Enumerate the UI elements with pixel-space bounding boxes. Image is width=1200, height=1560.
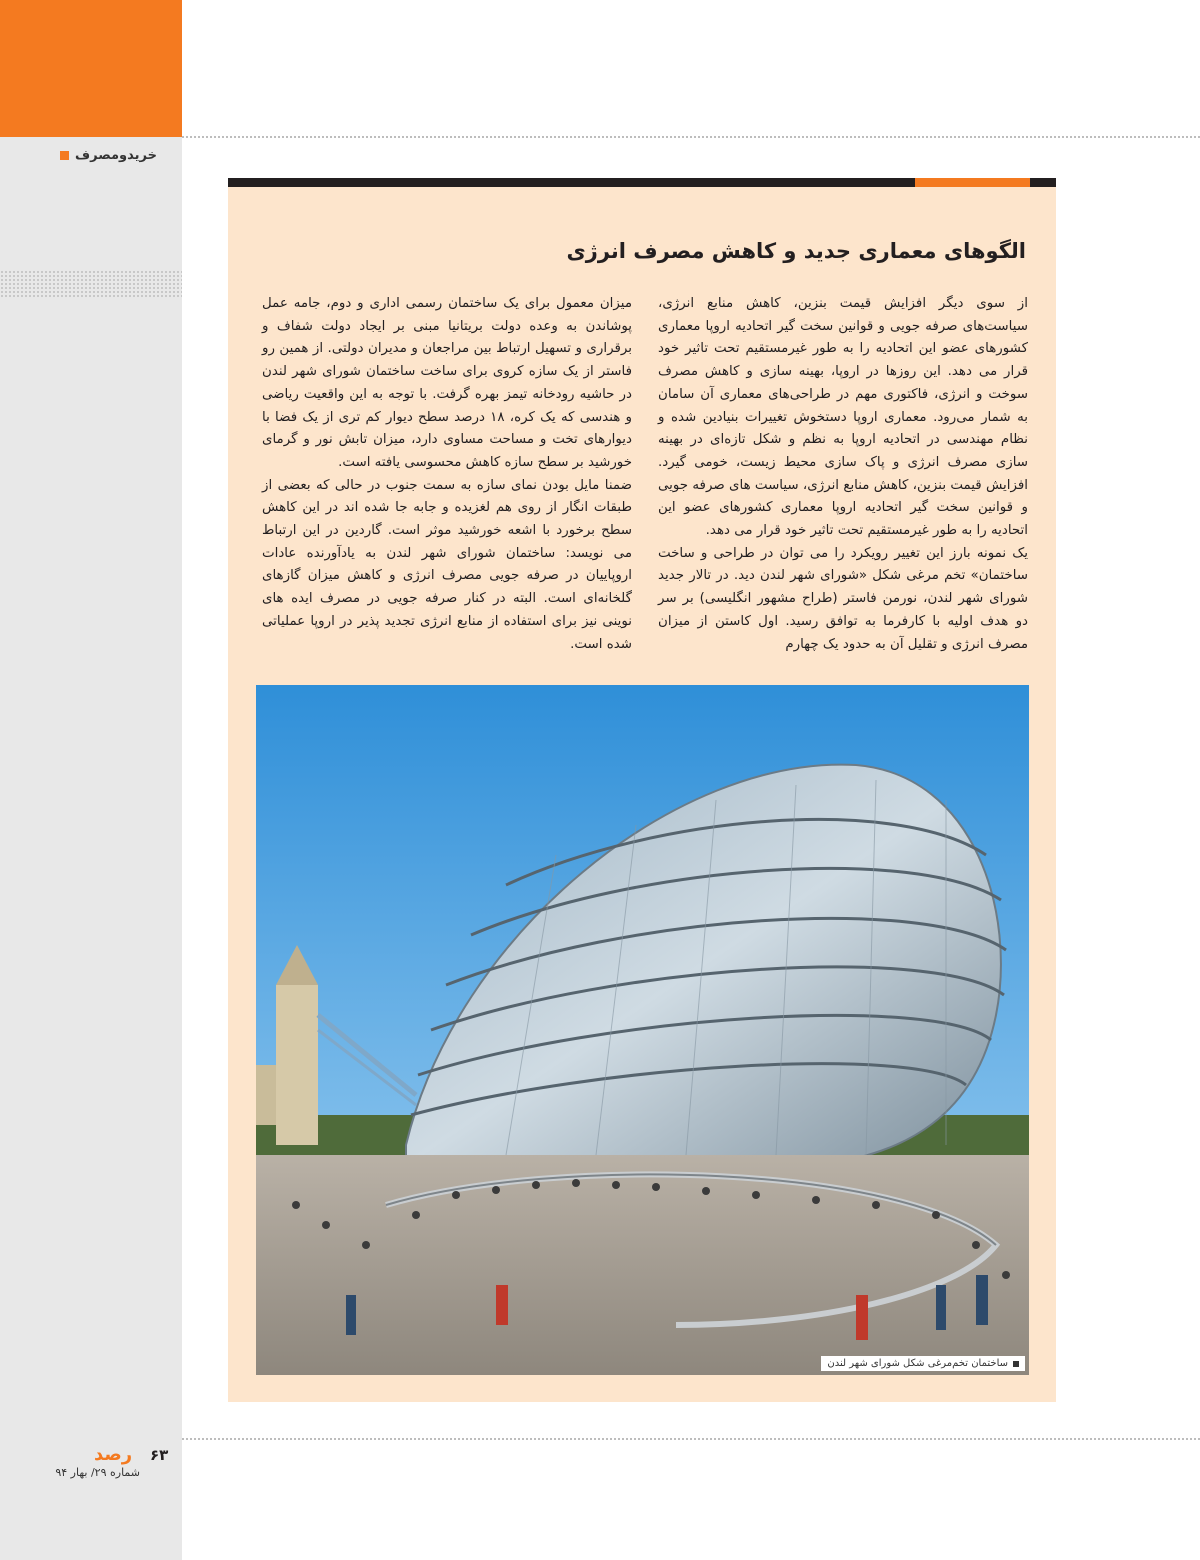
article-title: الگوهای معماری جدید و کاهش مصرف انرژی [566,239,1026,263]
city-hall-photo [256,685,1029,1375]
article-panel [228,187,1056,1402]
page-number: ۶۳ [150,1446,169,1464]
orange-corner-block [0,0,182,137]
section-label-text: خریدومصرف [75,148,157,163]
article-header-bar [228,178,1056,187]
paragraph: ضمنا مایل بودن نمای سازه به سمت جنوب در حالی که بعضی از طبقات انگار از روی هم لغزیده و جابه جا شده اند در این کاهش سطح برخورد با اشعه خورشید موثر است. گاردین در این ارتباط می نویسد: ساختمان شورای شهر لندن به یادآورنده عادات اروپاییان در صرفه جویی مصرف انرژی و کاهش میزان گازهای گلخانه‌ای است. البته در کنار صرفه جویی در مصرف ایده های نوینی نیز برای استفاده از منابع انرژی تجدید پذیر در اروپا عملیاتی شده است. [262,477,632,652]
paragraph: یک نمونه بارز این تغییر رویکرد را می توان در طراحی و ساخت ساختمان» تخم مرغی شکل «شورای شهر لندن دید. در تالار جدید شورای شهر لندن، نورمن فاستر (طراح مشهور انگلیسی) بر سر دو هدف اولیه با کارفرما به توافق رسید. اول کاستن از میزان مصرف انرژی و تقلیل آن به حدود یک چهارم [658,545,1028,652]
tower-bridge-tower [276,985,318,1145]
text-column-left [262,293,632,656]
dotted-texture-band [0,270,182,298]
orange-square-icon [60,151,69,160]
top-dotted-rule [182,136,1200,138]
paragraph: میزان معمول برای یک ساختمان رسمی اداری و دوم، جامه عمل پوشاندن به وعده دولت بریتانیا مبنی بر ایجاد دولت شفاف و برقراری و تسهیل ارتباط بین مراجعان و مدیران دولتی. از همین رو فاستر از یک سازه کروی برای ساخت ساختمان شورای شهر لندن در حاشیه رودخانه تیمز بهره گرفت. با توجه به این واقعیت ریاضی و هندسی که یک کره، ۱۸ درصد سطح دیوار کم تری از یک فضا با دیوارهای تخت و مساحت مساوی دارد، میزان تابش نور و گرمای خورشید بر سطح سازه کاهش محسوسی یافته است. [262,296,632,470]
section-label [60,148,172,163]
left-margin-strip [0,0,182,1560]
caption-square-icon [1013,1361,1019,1367]
photo-caption-text: ساختمان تخم‌مرغی شکل شورای شهر لندن [827,1358,1008,1369]
paragraph: از سوی دیگر افزایش قیمت بنزین، کاهش منابع انرژی، سیاست‌های صرفه جویی و قوانین سخت گیر اتحادیه اروپا معماری کشورهای عضو این اتحادیه را به طور غیرمستقیم تحت تاثیر خود قرار می دهد. این روزها در اروپا، بهینه سازی و کاهش مصرف سوخت و انرژی، فاکتوری مهم در طراحی‌های معماری آن سامان به شمار می‌رود. معماری اروپا دستخوش تغییرات بنیادین شده و نظام مهندسی در اتحادیه اروپا به نظم و شکل تازه‌ای در بهینه سازی مصرف انرژی و پاک سازی محیط زیست، خومی گیرد. افزایش قیمت بنزین، کاهش منابع انرژی، سیاست های صرفه جویی و قوانین سخت گیر اتحادیه اروپا معماری کشورهای عضو این اتحادیه را به طور غیرمستقیم تحت تاثیر خود قرار می دهد. [658,296,1028,539]
article-header-accent [915,178,1030,187]
city-hall-illustration [256,685,1029,1375]
bottom-dotted-rule [182,1438,1200,1440]
photo-caption [821,1356,1025,1371]
page-footer [40,1444,180,1480]
issue-info: شماره ۲۹/ بهار ۹۴ [55,1466,140,1479]
magazine-logo: رصد [94,1444,133,1465]
text-column-right [658,293,1028,656]
plaza [256,1155,1029,1375]
